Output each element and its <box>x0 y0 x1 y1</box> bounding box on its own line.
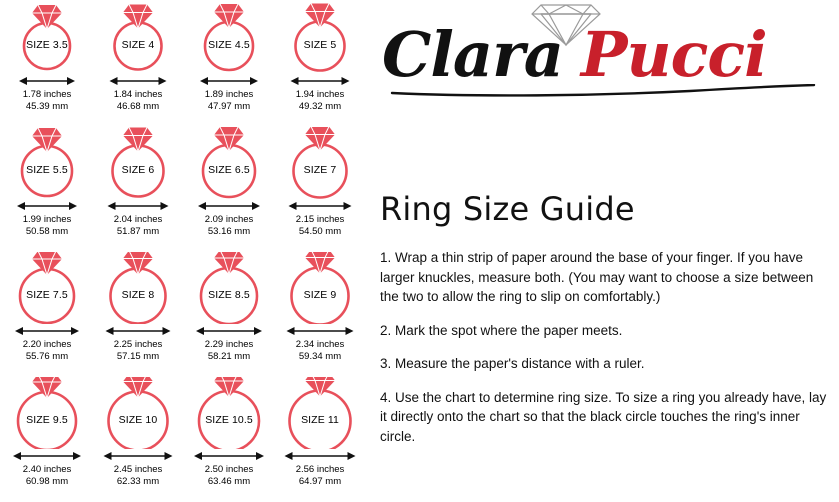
ring-measurement <box>2 214 92 238</box>
ring-measure-mm: 47.97 mm <box>207 101 251 112</box>
ring-illustration <box>2 127 92 199</box>
ring-illustration <box>2 2 92 74</box>
brand-name-second: Pucci <box>580 18 767 91</box>
page-title: Ring Size Guide <box>380 190 635 228</box>
ring-measurement <box>275 214 365 238</box>
ring-measure-inches: 2.45 inches <box>113 464 163 475</box>
ring-illustration <box>184 252 274 324</box>
diameter-arrow <box>184 74 274 88</box>
diameter-arrow <box>93 74 183 88</box>
brand-logo <box>382 2 832 102</box>
ring-measure-mm: 55.76 mm <box>25 351 69 362</box>
diameter-arrow <box>93 324 183 338</box>
ring-size-label: SIZE 7 <box>303 164 337 176</box>
diameter-arrow <box>275 74 365 88</box>
ring-measure-inches: 2.50 inches <box>204 464 254 475</box>
ring-size-cell <box>93 127 183 252</box>
guide-step: 4. Use the chart to determine ring size. To size a ring you already have, lay it directly onto the chart so that the black circle touches the ring's inner circle. <box>380 389 827 444</box>
ring-measurement <box>184 89 274 113</box>
ring-illustration <box>93 252 183 324</box>
ring-illustration <box>93 2 183 74</box>
ring-measurement <box>184 339 274 363</box>
ring-size-cell <box>93 377 183 502</box>
ring-illustration <box>275 2 365 74</box>
ring-size-label: SIZE 8 <box>121 289 155 301</box>
ring-size-grid <box>0 0 362 502</box>
ring-measure-inches: 2.56 inches <box>295 464 345 475</box>
diameter-arrow <box>2 199 92 213</box>
ring-size-label: SIZE 3.5 <box>26 39 68 51</box>
ring-measure-inches: 2.09 inches <box>204 214 254 225</box>
diameter-arrow <box>2 449 92 463</box>
ring-measurement <box>2 339 92 363</box>
ring-measurement <box>275 464 365 488</box>
ring-size-cell <box>184 127 274 252</box>
diameter-arrow <box>2 324 92 338</box>
ring-measure-mm: 53.16 mm <box>207 226 251 237</box>
ring-illustration <box>184 2 274 74</box>
ring-measure-mm: 63.46 mm <box>207 476 251 487</box>
ring-size-cell <box>2 377 92 502</box>
ring-size-label: SIZE 7.5 <box>26 289 68 301</box>
diameter-arrow <box>184 199 274 213</box>
ring-measure-inches: 1.78 inches <box>22 89 72 100</box>
ring-size-label: SIZE 4.5 <box>208 39 250 51</box>
ring-illustration <box>93 127 183 199</box>
ring-measurement <box>184 214 274 238</box>
ring-measurement <box>93 339 183 363</box>
ring-size-label: SIZE 6.5 <box>208 164 250 176</box>
diameter-arrow <box>275 324 365 338</box>
ring-size-label: SIZE 4 <box>121 39 155 51</box>
diameter-arrow <box>275 449 365 463</box>
diameter-arrow <box>2 74 92 88</box>
ring-size-cell <box>275 252 365 377</box>
ring-illustration <box>93 377 183 449</box>
ring-measurement <box>275 339 365 363</box>
ring-size-label: SIZE 5.5 <box>26 164 68 176</box>
ring-measurement <box>184 464 274 488</box>
ring-measure-mm: 57.15 mm <box>116 351 160 362</box>
ring-measure-inches: 1.89 inches <box>204 89 254 100</box>
ring-size-cell <box>275 127 365 252</box>
brand-name-first: Clara <box>382 18 563 91</box>
ring-illustration <box>184 377 274 449</box>
ring-illustration <box>2 377 92 449</box>
diameter-arrow <box>93 449 183 463</box>
ring-size-cell <box>184 252 274 377</box>
ring-size-chart <box>0 0 362 501</box>
ring-size-cell <box>93 2 183 127</box>
ring-size-label: SIZE 10.5 <box>205 414 253 426</box>
ring-measurement <box>2 464 92 488</box>
ring-measure-inches: 1.94 inches <box>295 89 345 100</box>
ring-measure-inches: 2.29 inches <box>204 339 254 350</box>
ring-measure-inches: 2.40 inches <box>22 464 72 475</box>
ring-size-cell <box>275 377 365 502</box>
guide-panel <box>372 0 839 501</box>
ring-measure-mm: 54.50 mm <box>298 226 342 237</box>
diameter-arrow <box>275 199 365 213</box>
diameter-arrow <box>93 199 183 213</box>
ring-size-label: SIZE 8.5 <box>208 289 250 301</box>
ring-size-cell <box>184 377 274 502</box>
guide-step: 3. Measure the paper's distance with a ruler. <box>380 356 645 371</box>
ring-size-label: SIZE 10 <box>118 414 158 426</box>
ring-size-cell <box>93 252 183 377</box>
ring-measure-inches: 1.84 inches <box>113 89 163 100</box>
ring-size-cell <box>184 2 274 127</box>
ring-measure-inches: 2.04 inches <box>113 214 163 225</box>
ring-measure-mm: 64.97 mm <box>298 476 342 487</box>
ring-measure-inches: 2.25 inches <box>113 339 163 350</box>
ring-measure-mm: 58.21 mm <box>207 351 251 362</box>
ring-size-label: SIZE 6 <box>121 164 155 176</box>
ring-measure-inches: 2.20 inches <box>22 339 72 350</box>
ring-size-label: SIZE 9 <box>303 289 337 301</box>
ring-size-label: SIZE 11 <box>301 414 339 426</box>
ring-measure-inches: 2.15 inches <box>295 214 345 225</box>
ring-measurement <box>93 214 183 238</box>
ring-illustration <box>275 377 365 449</box>
ring-measure-mm: 59.34 mm <box>298 351 342 362</box>
guide-step: 1. Wrap a thin strip of paper around the base of your finger. If you have larger knuckles, measure both. (You may want to choose a size between the two to allow the ring to slip on comfortably.) <box>380 250 814 304</box>
ring-measure-mm: 49.32 mm <box>298 101 342 112</box>
ring-size-cell <box>2 2 92 127</box>
ring-measure-mm: 45.39 mm <box>25 101 69 112</box>
ring-measurement <box>93 89 183 113</box>
ring-size-label: SIZE 5 <box>303 39 337 51</box>
guide-steps <box>380 248 830 460</box>
ring-measure-mm: 50.58 mm <box>25 226 69 237</box>
ring-measure-mm: 51.87 mm <box>116 226 160 237</box>
ring-illustration <box>275 252 365 324</box>
ring-size-cell <box>2 252 92 377</box>
ring-measure-mm: 46.68 mm <box>116 101 160 112</box>
diameter-arrow <box>184 324 274 338</box>
ring-size-label: SIZE 9.5 <box>26 414 68 426</box>
ring-measure-mm: 60.98 mm <box>25 476 69 487</box>
ring-measurement <box>2 89 92 113</box>
ring-measure-mm: 62.33 mm <box>116 476 160 487</box>
ring-illustration <box>2 252 92 324</box>
ring-illustration <box>184 127 274 199</box>
logo-underline <box>390 84 820 98</box>
ring-size-cell <box>275 2 365 127</box>
ring-illustration <box>275 127 365 199</box>
ring-measure-inches: 2.34 inches <box>295 339 345 350</box>
ring-measure-inches: 1.99 inches <box>22 214 72 225</box>
ring-measurement <box>93 464 183 488</box>
guide-step: 2. Mark the spot where the paper meets. <box>380 322 623 338</box>
ring-measurement <box>275 89 365 113</box>
diameter-arrow <box>184 449 274 463</box>
ring-size-cell <box>2 127 92 252</box>
